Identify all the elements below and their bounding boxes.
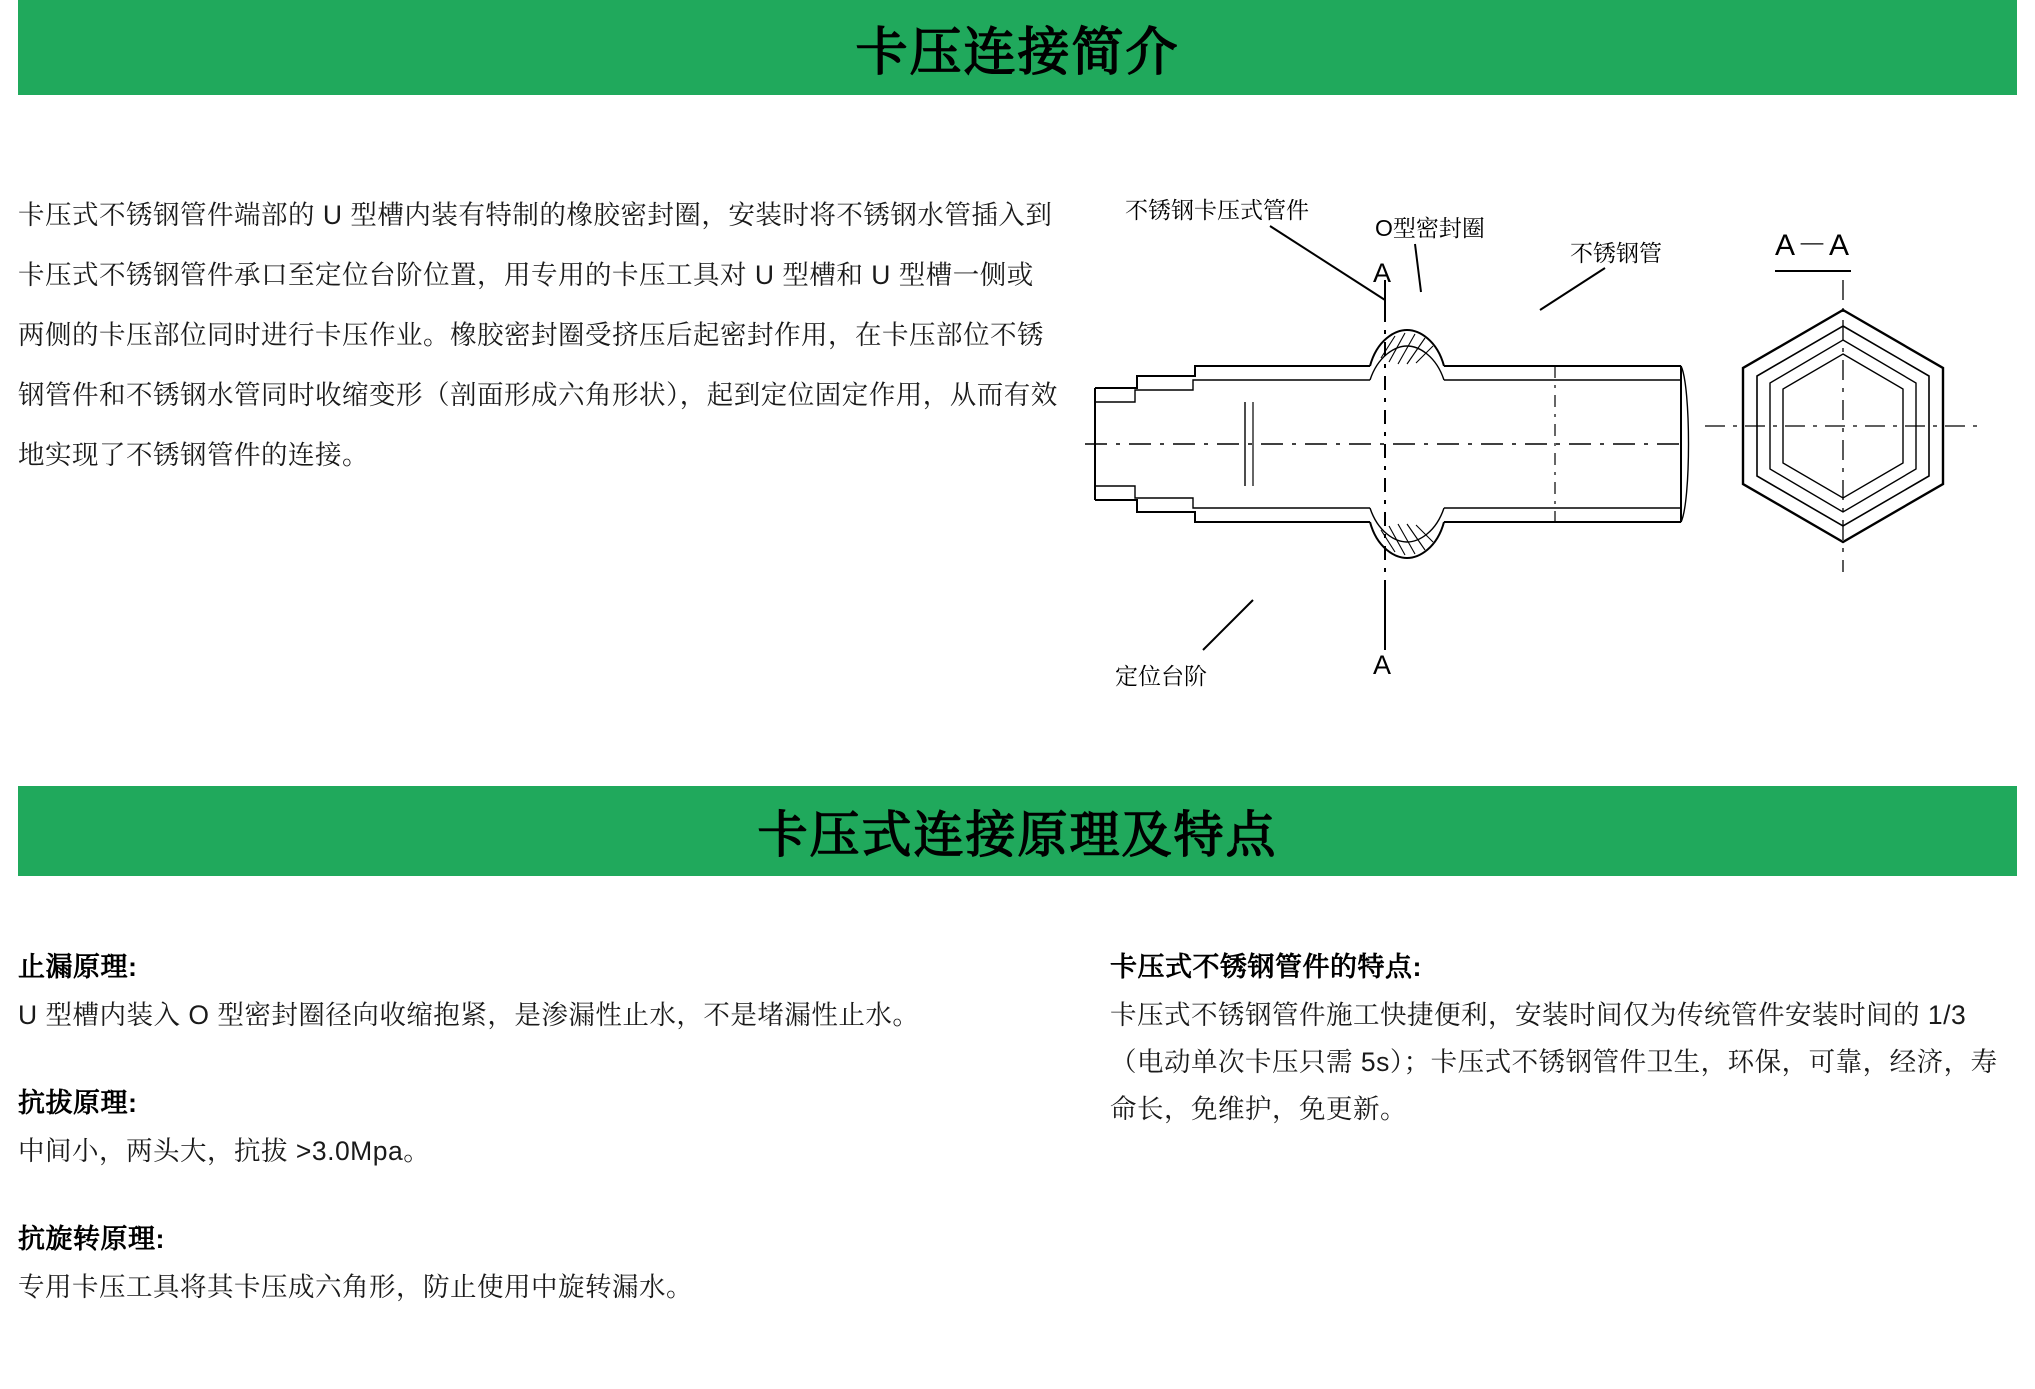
- diagram-section-mark-top: A: [1373, 258, 1392, 288]
- leader-line-step: [1203, 600, 1253, 650]
- u-groove-lower-inner: [1370, 508, 1444, 542]
- diagram-label-oring: O型密封圈: [1375, 215, 1485, 241]
- principle-body-leak: U 型槽内装入 O 型密封圈径向收缩抱紧，是渗漏性止水，不是堵漏性止水。: [18, 1000, 920, 1030]
- feature-body: 卡压式不锈钢管件施工快捷便利，安装时间仅为传统管件安装时间的 1/3（电动单次卡压只需 5s）；卡压式不锈钢管件卫生，环保，可靠，经济，寿命长，免维护，免更新。: [1110, 1000, 1998, 1124]
- diagram-label-step: 定位台阶: [1115, 663, 1207, 689]
- feature-title: 卡压式不锈钢管件的特点:: [1110, 952, 1422, 982]
- section-banner-principles: [18, 786, 2017, 876]
- principle-block-pullout: [18, 1081, 978, 1175]
- intro-paragraph: 卡压式不锈钢管件端部的 U 型槽内装有特制的橡胶密封圈，安装时将不锈钢水管插入到卡压式不锈钢管件承口至定位台阶位置，用专用的卡压工具对 U 型槽和 U 型槽一侧或两侧的卡压部位同时进行卡压作业。橡胶密封圈受挤压后起密封作用，在卡压部位不锈钢管件和不锈钢水管同时收缩变形（剖面形成六角形状），起到定位固定作用，从而有效地实现了不锈钢管件的连接。: [18, 200, 1058, 470]
- principle-body-pullout: 中间小，两头大，抗拔 >3.0Mpa。: [18, 1136, 431, 1166]
- diagram-section-mark-bottom: A: [1373, 650, 1392, 680]
- leader-line-pipe: [1540, 268, 1605, 310]
- leader-line-fitting: [1270, 226, 1385, 300]
- principle-block-rotation: [18, 1217, 978, 1311]
- feature-block: [1110, 945, 2010, 1133]
- principle-title-pullout: 抗拔原理:: [18, 1088, 138, 1118]
- pipe-end-curve: [1681, 366, 1689, 522]
- diagram-svg: [1085, 180, 2015, 700]
- diagram-section-view-title: [1775, 220, 1851, 272]
- u-groove-upper-inner: [1370, 346, 1444, 380]
- section-banner-intro: [18, 0, 2017, 95]
- principles-left-column: [18, 945, 978, 1311]
- fitting-outline-lower: [1095, 500, 1370, 522]
- leader-line-oring: [1415, 244, 1421, 292]
- principle-block-leak: [18, 945, 978, 1039]
- principle-body-rotation: 专用卡压工具将其卡压成六角形，防止使用中旋转漏水。: [18, 1272, 693, 1302]
- section-view-label: A－A: [1775, 220, 1851, 272]
- principle-title-rotation: 抗旋转原理:: [18, 1224, 165, 1254]
- principle-title-leak: 止漏原理:: [18, 952, 138, 982]
- fitting-outline-upper: [1095, 366, 1370, 388]
- diagram-label-fitting: 不锈钢卡压式管件: [1125, 197, 1309, 223]
- pipe-fitting-diagram: [1085, 180, 2015, 700]
- hexagon-section-view: [1705, 280, 1985, 572]
- principles-right-column: [1110, 945, 2010, 1133]
- banner-title-intro: 卡压连接简介: [855, 23, 1180, 83]
- diagram-label-pipe: 不锈钢管: [1570, 240, 1662, 266]
- banner-title-principles: 卡压式连接原理及特点: [757, 806, 1278, 864]
